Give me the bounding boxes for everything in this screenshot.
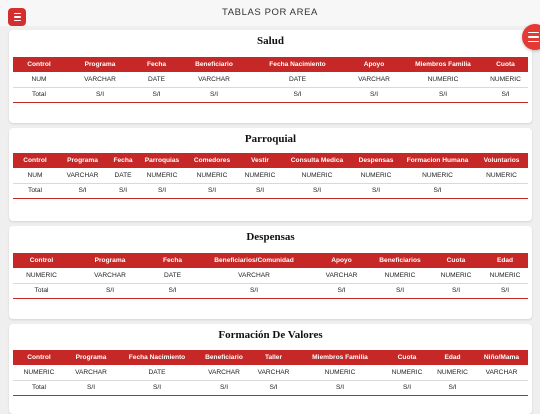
column-header: Niño/Mama — [475, 350, 528, 365]
table-header-row — [13, 253, 528, 268]
table-cell: S/I — [150, 283, 195, 298]
table-cell: S/I — [65, 87, 135, 102]
column-header: Beneficiarios/Comunidad — [195, 253, 313, 268]
column-header: Cuota — [483, 57, 528, 72]
data-table — [13, 253, 528, 299]
column-header: Beneficiario — [197, 350, 251, 365]
table-cell: S/I — [483, 87, 528, 102]
table-row — [13, 72, 528, 87]
table-cell: NUMERIC — [430, 365, 475, 380]
table-cell: NUMERIC — [13, 365, 65, 380]
table-cell: VARCHAR — [70, 268, 150, 283]
table-cell: NUMERIC — [430, 268, 482, 283]
table-cell: NUMERIC — [352, 168, 400, 183]
table-header-row — [13, 153, 528, 168]
column-header: Comedores — [186, 153, 238, 168]
column-header: Formacion Humana — [400, 153, 475, 168]
table-title: Formación De Valores — [218, 329, 323, 341]
table-cell: NUMERIC — [138, 168, 186, 183]
column-header: Programa — [65, 57, 135, 72]
column-header: Programa — [57, 153, 108, 168]
table-cell: S/I — [178, 87, 250, 102]
column-header: Control — [13, 253, 70, 268]
table-cell: VARCHAR — [251, 365, 296, 380]
table-cell — [475, 183, 528, 198]
table-row — [13, 365, 528, 380]
table-cell: S/I — [345, 87, 403, 102]
column-header: Vestir — [238, 153, 282, 168]
table-cell — [475, 380, 528, 395]
table-cell: VARCHAR — [475, 365, 528, 380]
table-cell: S/I — [430, 283, 482, 298]
column-header: Cuota — [430, 253, 482, 268]
table-cell: NUMERIC — [282, 168, 352, 183]
column-header: Miembros Familia — [296, 350, 384, 365]
table-cell: S/I — [384, 380, 430, 395]
table-cell: S/I — [430, 380, 475, 395]
table-cell: S/I — [65, 380, 117, 395]
table-cell: DATE — [150, 268, 195, 283]
column-header: Programa — [65, 350, 117, 365]
table-cell: NUMERIC — [238, 168, 282, 183]
table-cell: NUMERIC — [384, 365, 430, 380]
column-header: Programa — [70, 253, 150, 268]
table-header-row — [13, 57, 528, 72]
table-cell: NUMERIC — [186, 168, 238, 183]
table-cell: Total — [13, 380, 65, 395]
column-header: Control — [13, 153, 57, 168]
table-row — [13, 268, 528, 283]
table-cell: S/I — [370, 283, 430, 298]
column-header: Beneficiario — [178, 57, 250, 72]
column-header: Edad — [482, 253, 528, 268]
table-cell: VARCHAR — [195, 268, 313, 283]
table-cell: VARCHAR — [345, 72, 403, 87]
table-cell: NUM — [13, 72, 65, 87]
column-header: Apoyo — [345, 57, 403, 72]
table-cell: S/I — [138, 183, 186, 198]
table-cell: S/I — [482, 283, 528, 298]
table-cell: S/I — [135, 87, 178, 102]
table-cell: VARCHAR — [313, 268, 370, 283]
top-bar — [0, 0, 540, 26]
table-card-formacion-de-valores — [9, 324, 532, 414]
table-cell: VARCHAR — [65, 72, 135, 87]
column-header: Fecha Nacimiento — [250, 57, 345, 72]
column-header: Voluntarios — [475, 153, 528, 168]
column-header: Apoyo — [313, 253, 370, 268]
column-header: Despensas — [352, 153, 400, 168]
column-header: Parroquias — [138, 153, 186, 168]
table-card-despensas — [9, 226, 532, 319]
column-header: Edad — [430, 350, 475, 365]
data-table — [13, 153, 528, 199]
table-cell: S/I — [70, 283, 150, 298]
table-cell: VARCHAR — [65, 365, 117, 380]
table-cell: S/I — [403, 87, 483, 102]
table-cell: DATE — [135, 72, 178, 87]
column-header: Miembros Familia — [403, 57, 483, 72]
table-cell: VARCHAR — [178, 72, 250, 87]
table-cell: S/I — [57, 183, 108, 198]
table-cell: S/I — [117, 380, 197, 395]
total-row — [13, 380, 528, 395]
column-header: Taller — [251, 350, 296, 365]
table-cell: VARCHAR — [57, 168, 108, 183]
column-header: Control — [13, 350, 65, 365]
table-card-parroquial — [9, 128, 532, 221]
table-cell: S/I — [186, 183, 238, 198]
table-header-row — [13, 350, 528, 365]
table-cell: S/I — [238, 183, 282, 198]
table-card-salud — [9, 30, 532, 123]
column-header: Fecha Nacimiento — [117, 350, 197, 365]
table-cell: S/I — [108, 183, 138, 198]
page-title: TABLAS POR AREA — [222, 7, 318, 18]
table-cell: S/I — [251, 380, 296, 395]
data-table — [13, 57, 528, 103]
table-cell: DATE — [108, 168, 138, 183]
table-cell: NUM — [13, 168, 57, 183]
total-row — [13, 87, 528, 102]
table-cell: Total — [13, 183, 57, 198]
table-cell: S/I — [313, 283, 370, 298]
table-cell: NUMERIC — [370, 268, 430, 283]
column-header: Control — [13, 57, 65, 72]
total-row — [13, 283, 528, 298]
table-cell: NUMERIC — [403, 72, 483, 87]
data-table — [13, 350, 528, 396]
column-header: Fecha — [108, 153, 138, 168]
table-cell: S/I — [296, 380, 384, 395]
table-cell: DATE — [117, 365, 197, 380]
table-cell: NUMERIC — [483, 72, 528, 87]
table-cell: NUMERIC — [482, 268, 528, 283]
table-cell: S/I — [282, 183, 352, 198]
table-cell: NUMERIC — [400, 168, 475, 183]
table-cell: VARCHAR — [197, 365, 251, 380]
total-row — [13, 183, 528, 198]
table-title: Despensas — [246, 231, 295, 243]
table-cell: S/I — [250, 87, 345, 102]
table-cell: S/I — [197, 380, 251, 395]
table-cell: S/I — [195, 283, 313, 298]
column-header: Consulta Medica — [282, 153, 352, 168]
table-cell: Total — [13, 87, 65, 102]
column-header: Fecha — [150, 253, 195, 268]
table-title: Salud — [257, 35, 284, 47]
table-cell: S/I — [352, 183, 400, 198]
table-row — [13, 168, 528, 183]
table-cell: NUMERIC — [296, 365, 384, 380]
table-cell: NUMERIC — [13, 268, 70, 283]
table-cell: NUMERIC — [475, 168, 528, 183]
table-title: Parroquial — [244, 133, 297, 145]
column-header: Cuota — [384, 350, 430, 365]
column-header: Fecha — [135, 57, 178, 72]
table-cell: S/I — [400, 183, 475, 198]
table-cell: DATE — [250, 72, 345, 87]
table-cell: Total — [13, 283, 70, 298]
column-header: Beneficiarios — [370, 253, 430, 268]
